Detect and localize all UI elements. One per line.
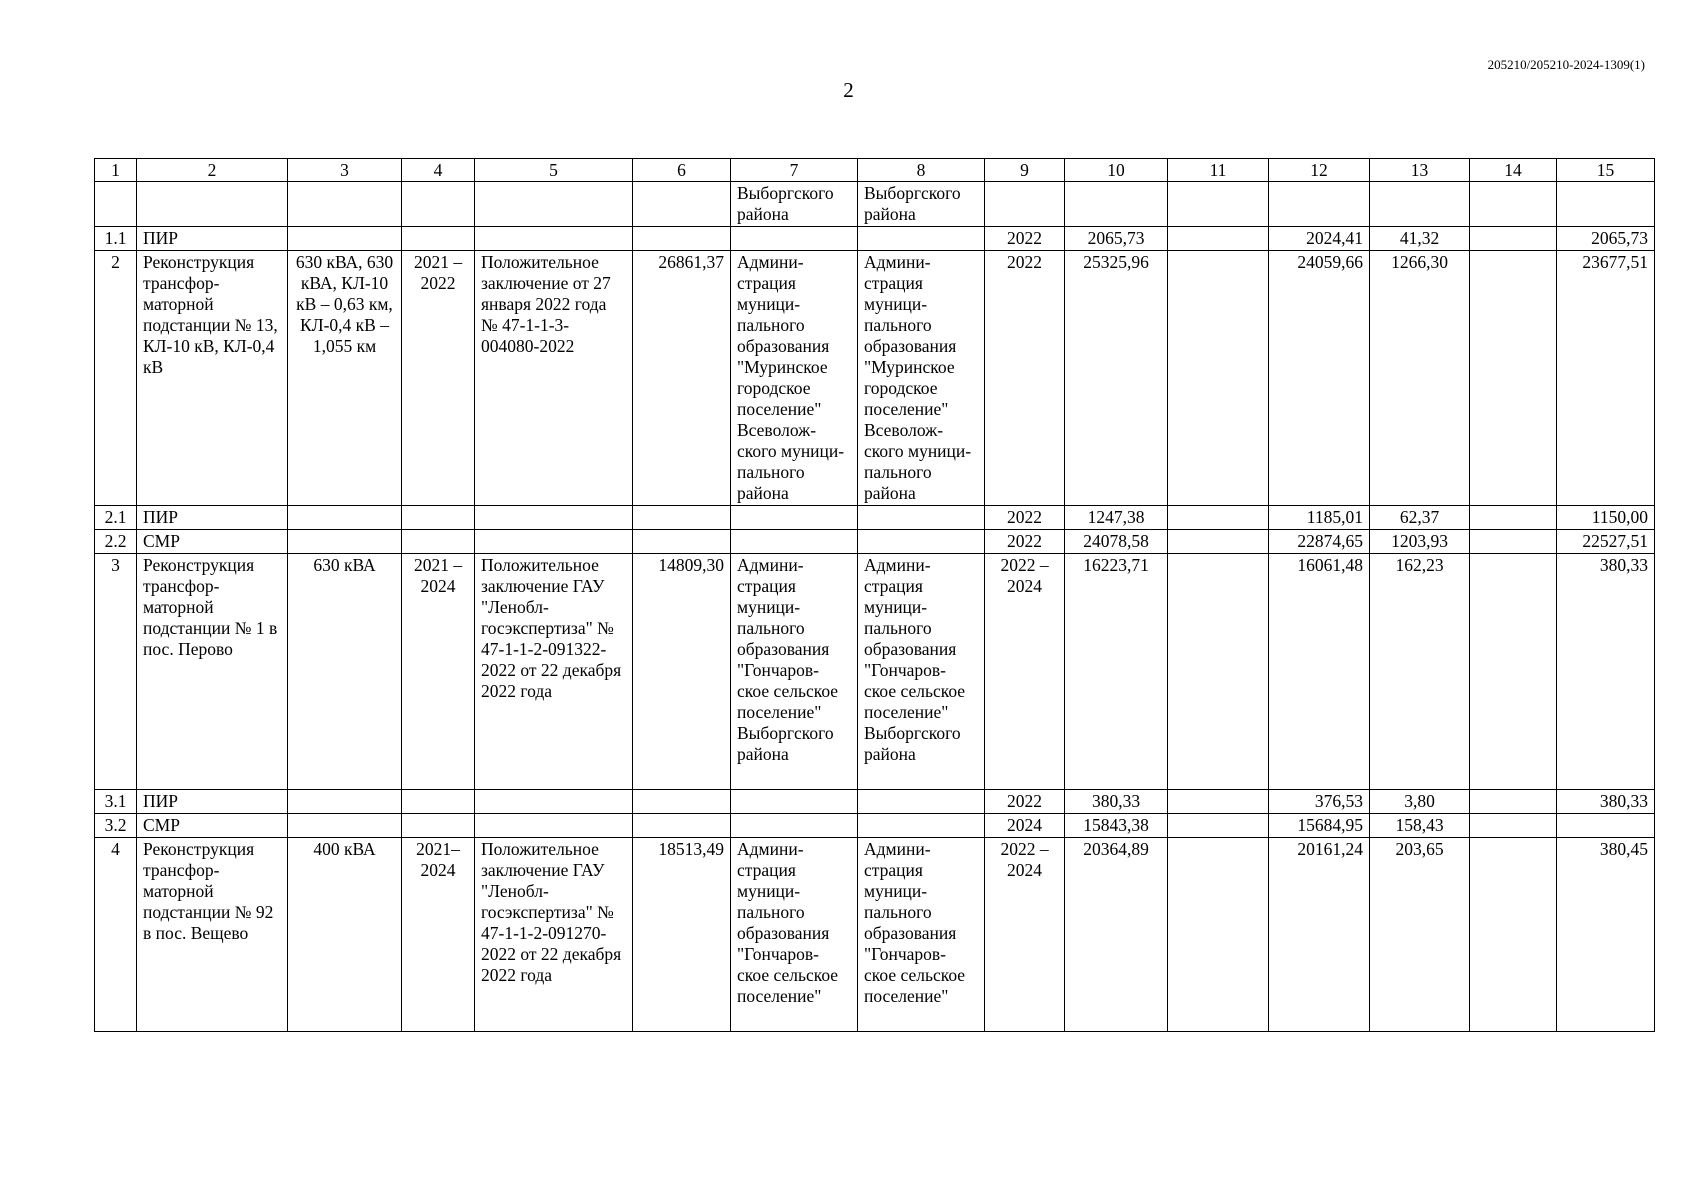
table-cell-col-6: 18513,49 [633, 838, 731, 1032]
table-cell-col-2: ПИР [137, 506, 288, 530]
table-cell-col-10: 2065,73 [1065, 227, 1168, 251]
table-cell-col-14 [1470, 554, 1557, 790]
table-cell-col-14 [1470, 227, 1557, 251]
table-cell-col-13: 41,32 [1370, 227, 1470, 251]
table-cell-col-7: Админи-страция муници-пального образования "Гончаров-ское сельское поселение" [731, 838, 858, 1032]
table-cell-col-11 [1168, 838, 1269, 1032]
table-cell-col-8 [858, 227, 985, 251]
table-cell-col-11 [1168, 182, 1269, 227]
document-code: 205210/205210-2024-1309(1) [1487, 57, 1645, 72]
table-cell-col-4: 2021 – 2024 [402, 554, 475, 790]
table-cell-col-11 [1168, 530, 1269, 554]
table-cell-col-7: Выборгского района [731, 182, 858, 227]
table-cell-col-3 [288, 506, 402, 530]
table-cell-col-10 [1065, 182, 1168, 227]
table-cell-col-11 [1168, 790, 1269, 814]
table-cell-col-9 [985, 182, 1065, 227]
table-cell-col-1: 3 [95, 554, 137, 790]
table-cell-col-1: 2.1 [95, 506, 137, 530]
column-number: 1 [95, 159, 137, 182]
table-cell-col-4 [402, 182, 475, 227]
table-cell-col-1: 4 [95, 838, 137, 1032]
table-cell-col-12: 16061,48 [1269, 554, 1370, 790]
table-cell-col-3 [288, 227, 402, 251]
table-cell-col-9: 2022 [985, 506, 1065, 530]
table-cell-col-5 [475, 506, 633, 530]
table-cell-col-5 [475, 814, 633, 838]
table-cell-col-15: 380,33 [1557, 554, 1655, 790]
table-cell-col-10: 24078,58 [1065, 530, 1168, 554]
table-cell-col-3: 400 кВА [288, 838, 402, 1032]
table-cell-col-4 [402, 790, 475, 814]
table-cell-col-9: 2022 – 2024 [985, 554, 1065, 790]
table-cell-col-3 [288, 182, 402, 227]
table-cell-col-11 [1168, 814, 1269, 838]
column-number: 14 [1470, 159, 1557, 182]
table-cell-col-4: 2021 – 2022 [402, 251, 475, 506]
column-number: 11 [1168, 159, 1269, 182]
table-cell-col-12: 2024,41 [1269, 227, 1370, 251]
table-cell-col-9: 2024 [985, 814, 1065, 838]
table-cell-col-8: Админи-страция муници-пального образования "Муринское городское поселение" Всеволож-ского муници-пального района [858, 251, 985, 506]
table-cell-col-8 [858, 506, 985, 530]
table-cell-col-6: 26861,37 [633, 251, 731, 506]
table-cell-col-10: 1247,38 [1065, 506, 1168, 530]
table-cell-col-5: Положительное заключение от 27 января 2022 года № 47-1-1-3-004080-2022 [475, 251, 633, 506]
column-number: 6 [633, 159, 731, 182]
table-cell-col-8: Выборгского района [858, 182, 985, 227]
table-cell-col-15: 380,45 [1557, 838, 1655, 1032]
table-cell-col-5 [475, 790, 633, 814]
table-cell-col-9: 2022 [985, 227, 1065, 251]
table-cell-col-5: Положительное заключение ГАУ "Ленобл-госэкспертиза" № 47-1-1-2-091270-2022 от 22 декабря 2022 года [475, 838, 633, 1032]
table-cell-col-4 [402, 506, 475, 530]
table-cell-col-15 [1557, 182, 1655, 227]
table-cell-col-1: 2.2 [95, 530, 137, 554]
table-cell-col-4 [402, 227, 475, 251]
table-cell-col-14 [1470, 182, 1557, 227]
table-cell-col-7 [731, 506, 858, 530]
table-row [95, 790, 1655, 814]
table-cell-col-13: 1203,93 [1370, 530, 1470, 554]
table-cell-col-2: СМР [137, 530, 288, 554]
table-cell-col-6 [633, 530, 731, 554]
table-cell-col-4: 2021– 2024 [402, 838, 475, 1032]
table-cell-col-3 [288, 530, 402, 554]
column-number: 7 [731, 159, 858, 182]
table-cell-col-8 [858, 790, 985, 814]
table-cell-col-6 [633, 182, 731, 227]
table-cell-col-12: 24059,66 [1269, 251, 1370, 506]
table-cell-col-15 [1557, 814, 1655, 838]
table-cell-col-14 [1470, 530, 1557, 554]
table-cell-col-12: 376,53 [1269, 790, 1370, 814]
table-cell-col-3: 630 кВА [288, 554, 402, 790]
table-cell-col-10: 16223,71 [1065, 554, 1168, 790]
table-cell-col-8 [858, 814, 985, 838]
table-cell-col-14 [1470, 838, 1557, 1032]
table-row [95, 814, 1655, 838]
table-cell-col-10: 20364,89 [1065, 838, 1168, 1032]
table-cell-col-14 [1470, 506, 1557, 530]
table-cell-col-7: Админи-страция муници-пального образования "Гончаров-ское сельское поселение" Выборгского района [731, 554, 858, 790]
table-cell-col-6 [633, 814, 731, 838]
table-row [95, 251, 1655, 506]
table-cell-col-13: 62,37 [1370, 506, 1470, 530]
table-cell-col-13: 203,65 [1370, 838, 1470, 1032]
table-cell-col-12 [1269, 182, 1370, 227]
table-cell-col-12: 15684,95 [1269, 814, 1370, 838]
table-cell-col-6: 14809,30 [633, 554, 731, 790]
table-cell-col-6 [633, 790, 731, 814]
table-cell-col-8: Админи-страция муници-пального образования "Гончаров-ское сельское поселение" [858, 838, 985, 1032]
table-cell-col-15: 380,33 [1557, 790, 1655, 814]
table-row [95, 182, 1655, 227]
table-cell-col-10: 25325,96 [1065, 251, 1168, 506]
table-cell-col-12: 22874,65 [1269, 530, 1370, 554]
table-cell-col-1 [95, 182, 137, 227]
table-cell-col-4 [402, 814, 475, 838]
table-cell-col-9: 2022 [985, 530, 1065, 554]
column-number-row [95, 159, 1655, 182]
table-cell-col-5 [475, 227, 633, 251]
column-number: 10 [1065, 159, 1168, 182]
table-cell-col-2 [137, 182, 288, 227]
table-cell-col-3 [288, 790, 402, 814]
table-cell-col-12: 20161,24 [1269, 838, 1370, 1032]
page-number: 2 [843, 78, 854, 102]
table-cell-col-5 [475, 530, 633, 554]
table-cell-col-5 [475, 182, 633, 227]
table-cell-col-2: Реконструкция трансфор-маторной подстанции № 1 в пос. Перово [137, 554, 288, 790]
table-cell-col-2: Реконструкция трансфор-маторной подстанции № 92 в пос. Вещево [137, 838, 288, 1032]
table-cell-col-10: 380,33 [1065, 790, 1168, 814]
column-number: 5 [475, 159, 633, 182]
table-cell-col-1: 3.1 [95, 790, 137, 814]
table-cell-col-7 [731, 227, 858, 251]
table-cell-col-2: СМР [137, 814, 288, 838]
table-cell-col-5: Положительное заключение ГАУ "Ленобл-госэкспертиза" № 47-1-1-2-091322-2022 от 22 декабря 2022 года [475, 554, 633, 790]
table-cell-col-7: Админи-страция муници-пального образования "Муринское городское поселение" Всеволож-ского муници-пального района [731, 251, 858, 506]
table-cell-col-3 [288, 814, 402, 838]
table-cell-col-9: 2022 – 2024 [985, 838, 1065, 1032]
table-cell-col-13: 3,80 [1370, 790, 1470, 814]
table-cell-col-4 [402, 530, 475, 554]
table-row [95, 838, 1655, 1032]
table-cell-col-1: 3.2 [95, 814, 137, 838]
table-cell-col-9: 2022 [985, 251, 1065, 506]
table-cell-col-13: 162,23 [1370, 554, 1470, 790]
table-cell-col-2: Реконструкция трансфор-маторной подстанции № 13, КЛ-10 кВ, КЛ-0,4 кВ [137, 251, 288, 506]
table-cell-col-11 [1168, 251, 1269, 506]
column-number: 4 [402, 159, 475, 182]
table-row [95, 530, 1655, 554]
table-cell-col-14 [1470, 814, 1557, 838]
table-cell-col-13: 1266,30 [1370, 251, 1470, 506]
column-number: 8 [858, 159, 985, 182]
table-cell-col-12: 1185,01 [1269, 506, 1370, 530]
table-cell-col-11 [1168, 554, 1269, 790]
table-cell-col-1: 1.1 [95, 227, 137, 251]
table-cell-col-14 [1470, 790, 1557, 814]
table-row [95, 506, 1655, 530]
table-cell-col-6 [633, 227, 731, 251]
table-cell-col-15: 1150,00 [1557, 506, 1655, 530]
table-cell-col-15: 23677,51 [1557, 251, 1655, 506]
column-number: 15 [1557, 159, 1655, 182]
table-cell-col-13 [1370, 182, 1470, 227]
table-cell-col-14 [1470, 251, 1557, 506]
table-row [95, 227, 1655, 251]
data-table [94, 158, 1655, 1032]
table-cell-col-11 [1168, 506, 1269, 530]
table-cell-col-9: 2022 [985, 790, 1065, 814]
table-cell-col-7 [731, 790, 858, 814]
table-cell-col-3: 630 кВА, 630 кВА, КЛ-10 кВ – 0,63 км, КЛ-0,4 кВ – 1,055 км [288, 251, 402, 506]
column-number: 3 [288, 159, 402, 182]
table-cell-col-10: 15843,38 [1065, 814, 1168, 838]
table-cell-col-15: 22527,51 [1557, 530, 1655, 554]
table-cell-col-11 [1168, 227, 1269, 251]
table-cell-col-1: 2 [95, 251, 137, 506]
table-cell-col-7 [731, 530, 858, 554]
table-cell-col-2: ПИР [137, 227, 288, 251]
column-number: 12 [1269, 159, 1370, 182]
table-cell-col-15: 2065,73 [1557, 227, 1655, 251]
column-number: 13 [1370, 159, 1470, 182]
table-cell-col-2: ПИР [137, 790, 288, 814]
table-cell-col-7 [731, 814, 858, 838]
table-cell-col-8 [858, 530, 985, 554]
table-cell-col-8: Админи-страция муници-пального образования "Гончаров-ское сельское поселение" Выборгского района [858, 554, 985, 790]
table-cell-col-13: 158,43 [1370, 814, 1470, 838]
column-number: 2 [137, 159, 288, 182]
table-row [95, 554, 1655, 790]
column-number: 9 [985, 159, 1065, 182]
table-cell-col-6 [633, 506, 731, 530]
